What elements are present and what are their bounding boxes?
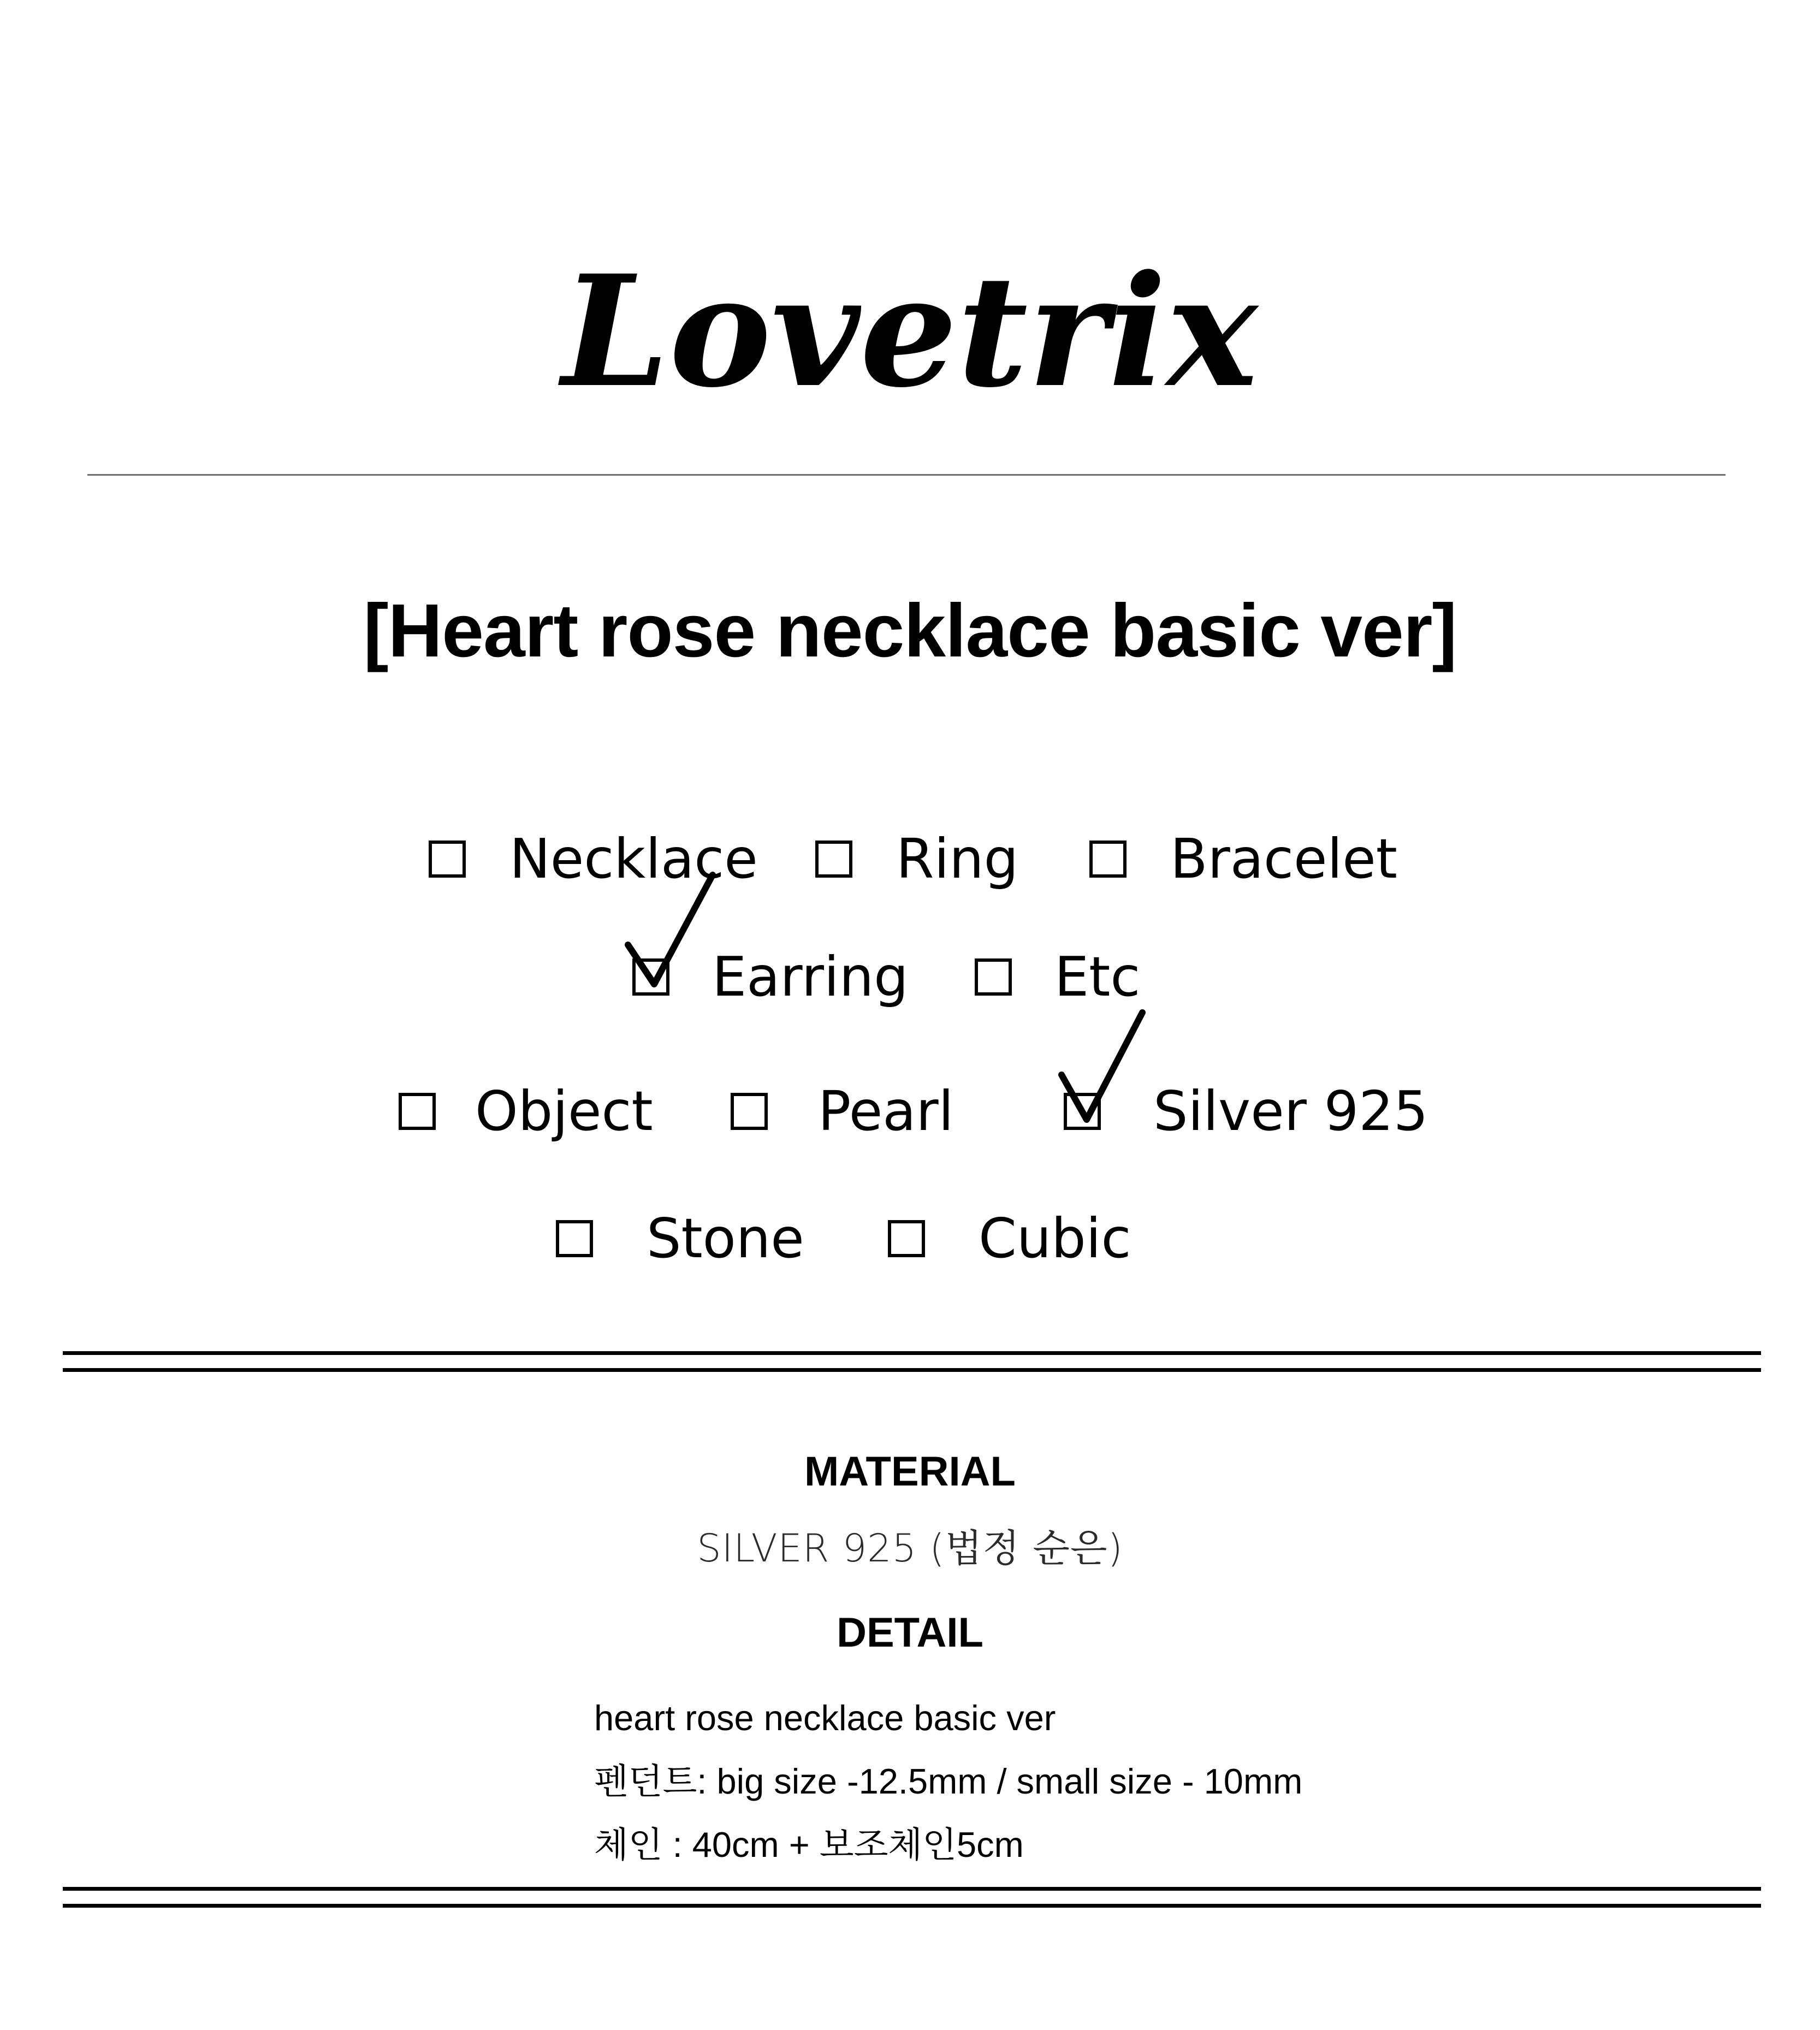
section-divider-bottom	[63, 1887, 1761, 1908]
material-heading: MATERIAL	[804, 1448, 1016, 1495]
option-label: Object	[475, 1079, 653, 1143]
product-title: [Heart rose necklace basic ver]	[363, 589, 1457, 673]
category-option-pearl	[731, 1079, 953, 1144]
checkbox	[1089, 841, 1127, 878]
header-divider	[87, 474, 1726, 476]
category-option-etc	[975, 944, 1140, 1010]
checkbox	[815, 841, 852, 878]
checkbox	[731, 1093, 768, 1130]
option-label: Silver 925	[1153, 1079, 1428, 1143]
option-label: Bracelet	[1170, 827, 1398, 891]
brand-logo	[0, 257, 1820, 421]
detail-heading: DETAIL	[837, 1609, 983, 1656]
option-label: Pearl	[818, 1079, 954, 1143]
option-label: Ring	[896, 827, 1019, 891]
category-option-bracelet	[1089, 826, 1397, 892]
checkmark-icon	[623, 868, 732, 999]
checkmark-icon	[1054, 1005, 1163, 1136]
checkbox	[429, 841, 466, 878]
detail-line: 체인 : 40cm + 보조체인5cm	[594, 1825, 1024, 1865]
option-label: Earring	[712, 945, 909, 1009]
option-label: Etc	[1054, 945, 1141, 1009]
checkbox	[399, 1093, 436, 1130]
checkbox	[556, 1220, 593, 1257]
category-option-cubic	[888, 1206, 1131, 1271]
option-label: Stone	[647, 1206, 804, 1270]
material-value: SILVER 925 (법정 순은)	[697, 1526, 1123, 1571]
checkbox	[975, 958, 1012, 996]
option-label: Necklace	[509, 827, 758, 891]
detail-line: heart rose necklace basic ver	[594, 1698, 1056, 1738]
option-label: Cubic	[979, 1206, 1131, 1270]
detail-line: 펜던트: big size -12.5mm / small size - 10mm	[594, 1761, 1303, 1801]
category-option-object	[399, 1079, 653, 1144]
category-option-ring	[815, 826, 1018, 892]
section-divider-top	[63, 1351, 1761, 1372]
checkbox	[888, 1220, 925, 1257]
category-option-stone	[556, 1206, 804, 1271]
brand-logo-text: Lovetrix	[561, 257, 1258, 421]
